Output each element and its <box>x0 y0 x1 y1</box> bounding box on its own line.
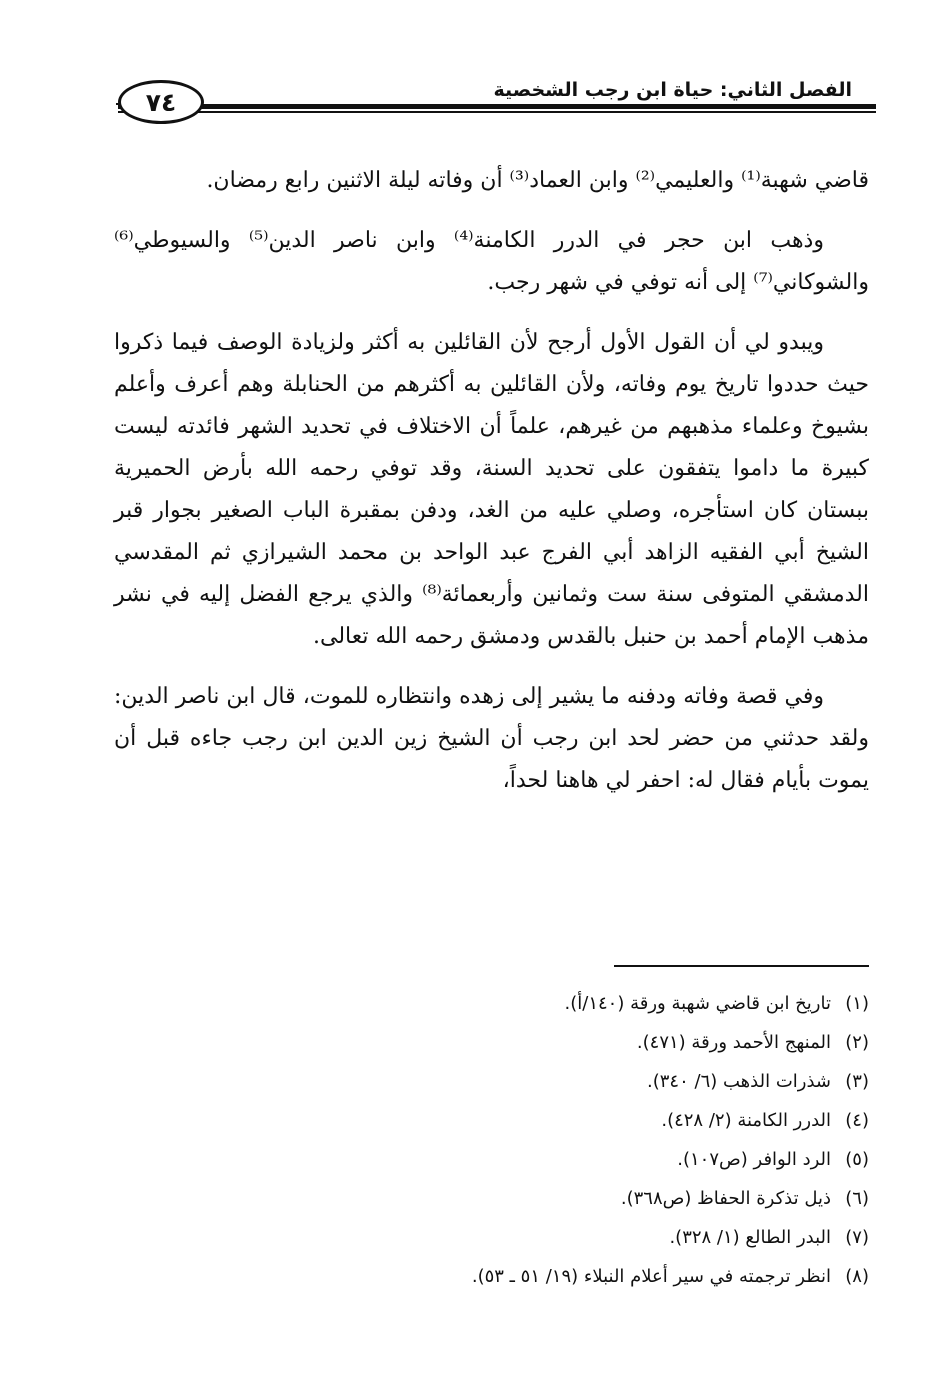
header-rule-thick <box>118 104 876 109</box>
footnote-text: الرد الوافر (ص١٠٧). <box>677 1149 831 1170</box>
footnote-5 <box>114 1140 869 1179</box>
footnote-7 <box>114 1218 869 1257</box>
footnote-4 <box>114 1101 869 1140</box>
paragraph-2: وذهب ابن حجر في الدرر الكامنة⁽⁴⁾ وابن ناصر الدين⁽⁵⁾ والسيوطي⁽⁶⁾ والشوكاني⁽⁷⁾ إلى أنه توفي في شهر رجب. <box>114 228 869 295</box>
paragraph-1: قاضي شهبة⁽¹⁾ والعليمي⁽²⁾ وابن العماد⁽³⁾ أن وفاته ليلة الاثنين رابع رمضان. <box>206 168 869 193</box>
footnote-number: (٨) <box>845 1266 869 1287</box>
footnote-number: (٧) <box>845 1227 869 1248</box>
footnote-text: ذيل تذكرة الحفاظ (ص٣٦٨). <box>620 1188 831 1209</box>
paragraph-4: وفي قصة وفاته ودفنه ما يشير إلى زهده وانتظاره للموت، قال ابن ناصر الدين: ولقد حدثني من حضر لحد ابن رجب أن الشيخ زين الدين ابن رجب جاءه قبل أن يموت بأيام فقال له: احفر لي هاهنا لحداً، <box>114 684 869 793</box>
footnote-number: (٤) <box>845 1110 869 1131</box>
footnote-number: (٦) <box>845 1188 869 1209</box>
footnote-3 <box>114 1062 869 1101</box>
body-text <box>114 160 869 802</box>
header-rule-thin <box>118 111 876 113</box>
footnote-1 <box>114 984 869 1023</box>
footnote-text: المنهج الأحمد ورقة (٤٧١). <box>636 1032 831 1053</box>
footnote-text: البدر الطالع (١/ ٣٢٨). <box>669 1227 831 1248</box>
footnote-text: انظر ترجمته في سير أعلام النبلاء (١٩/ ٥١ ـ ٥٣). <box>471 1266 831 1287</box>
footnote-number: (٣) <box>845 1071 869 1092</box>
footnote-separator <box>614 965 869 967</box>
footnote-text: الدرر الكامنة (٢/ ٤٢٨). <box>661 1110 831 1131</box>
paragraph-3: ويبدو لي أن القول الأول أرجح لأن القائلين به أكثر ولزيادة الوصف فيما ذكروا حيث حددوا تاريخ يوم وفاته، ولأن القائلين به أكثرهم من الحنابلة وهم أعرف وأعلم بشيوخ وعلماء مذهبهم من غيرهم، علماً أن الاختلاف في تحديد الشهر فائدته ليست كبيرة ما داموا يتفقون على تحديد السنة، وقد توفي رحمه الله بأرض الحميرية ببستان كان استأجره، وصلي عليه من الغد، ودفن بمقبرة الباب الصغير بجوار قبر الشيخ أبي الفقيه الزاهد أبي الفرج عبد الواحد بن محمد الشيرازي ثم المقدسي الدمشقي المتوفى سنة ست وثمانين وأربعمائة⁽⁸⁾ والذي يرجع الفضل إليه في نشر مذهب الإمام أحمد بن حنبل بالقدس ودمشق رحمه الله تعالى. <box>114 330 869 649</box>
footnote-2 <box>114 1023 869 1062</box>
footnote-text: تاريخ ابن قاضي شهبة ورقة (١٤٠/أ). <box>564 993 831 1014</box>
footnote-8 <box>114 1257 869 1296</box>
page-number: ٧٤ <box>118 80 204 124</box>
footnotes-list <box>114 984 869 1296</box>
running-header-title: الفصل الثاني: حياة ابن رجب الشخصية <box>493 79 852 101</box>
footnote-6 <box>114 1179 869 1218</box>
footnote-number: (١) <box>845 993 869 1014</box>
footnote-number: (٥) <box>845 1149 869 1170</box>
footnote-number: (٢) <box>845 1032 869 1053</box>
footnote-text: شذرات الذهب (٦/ ٣٤٠). <box>647 1071 831 1092</box>
